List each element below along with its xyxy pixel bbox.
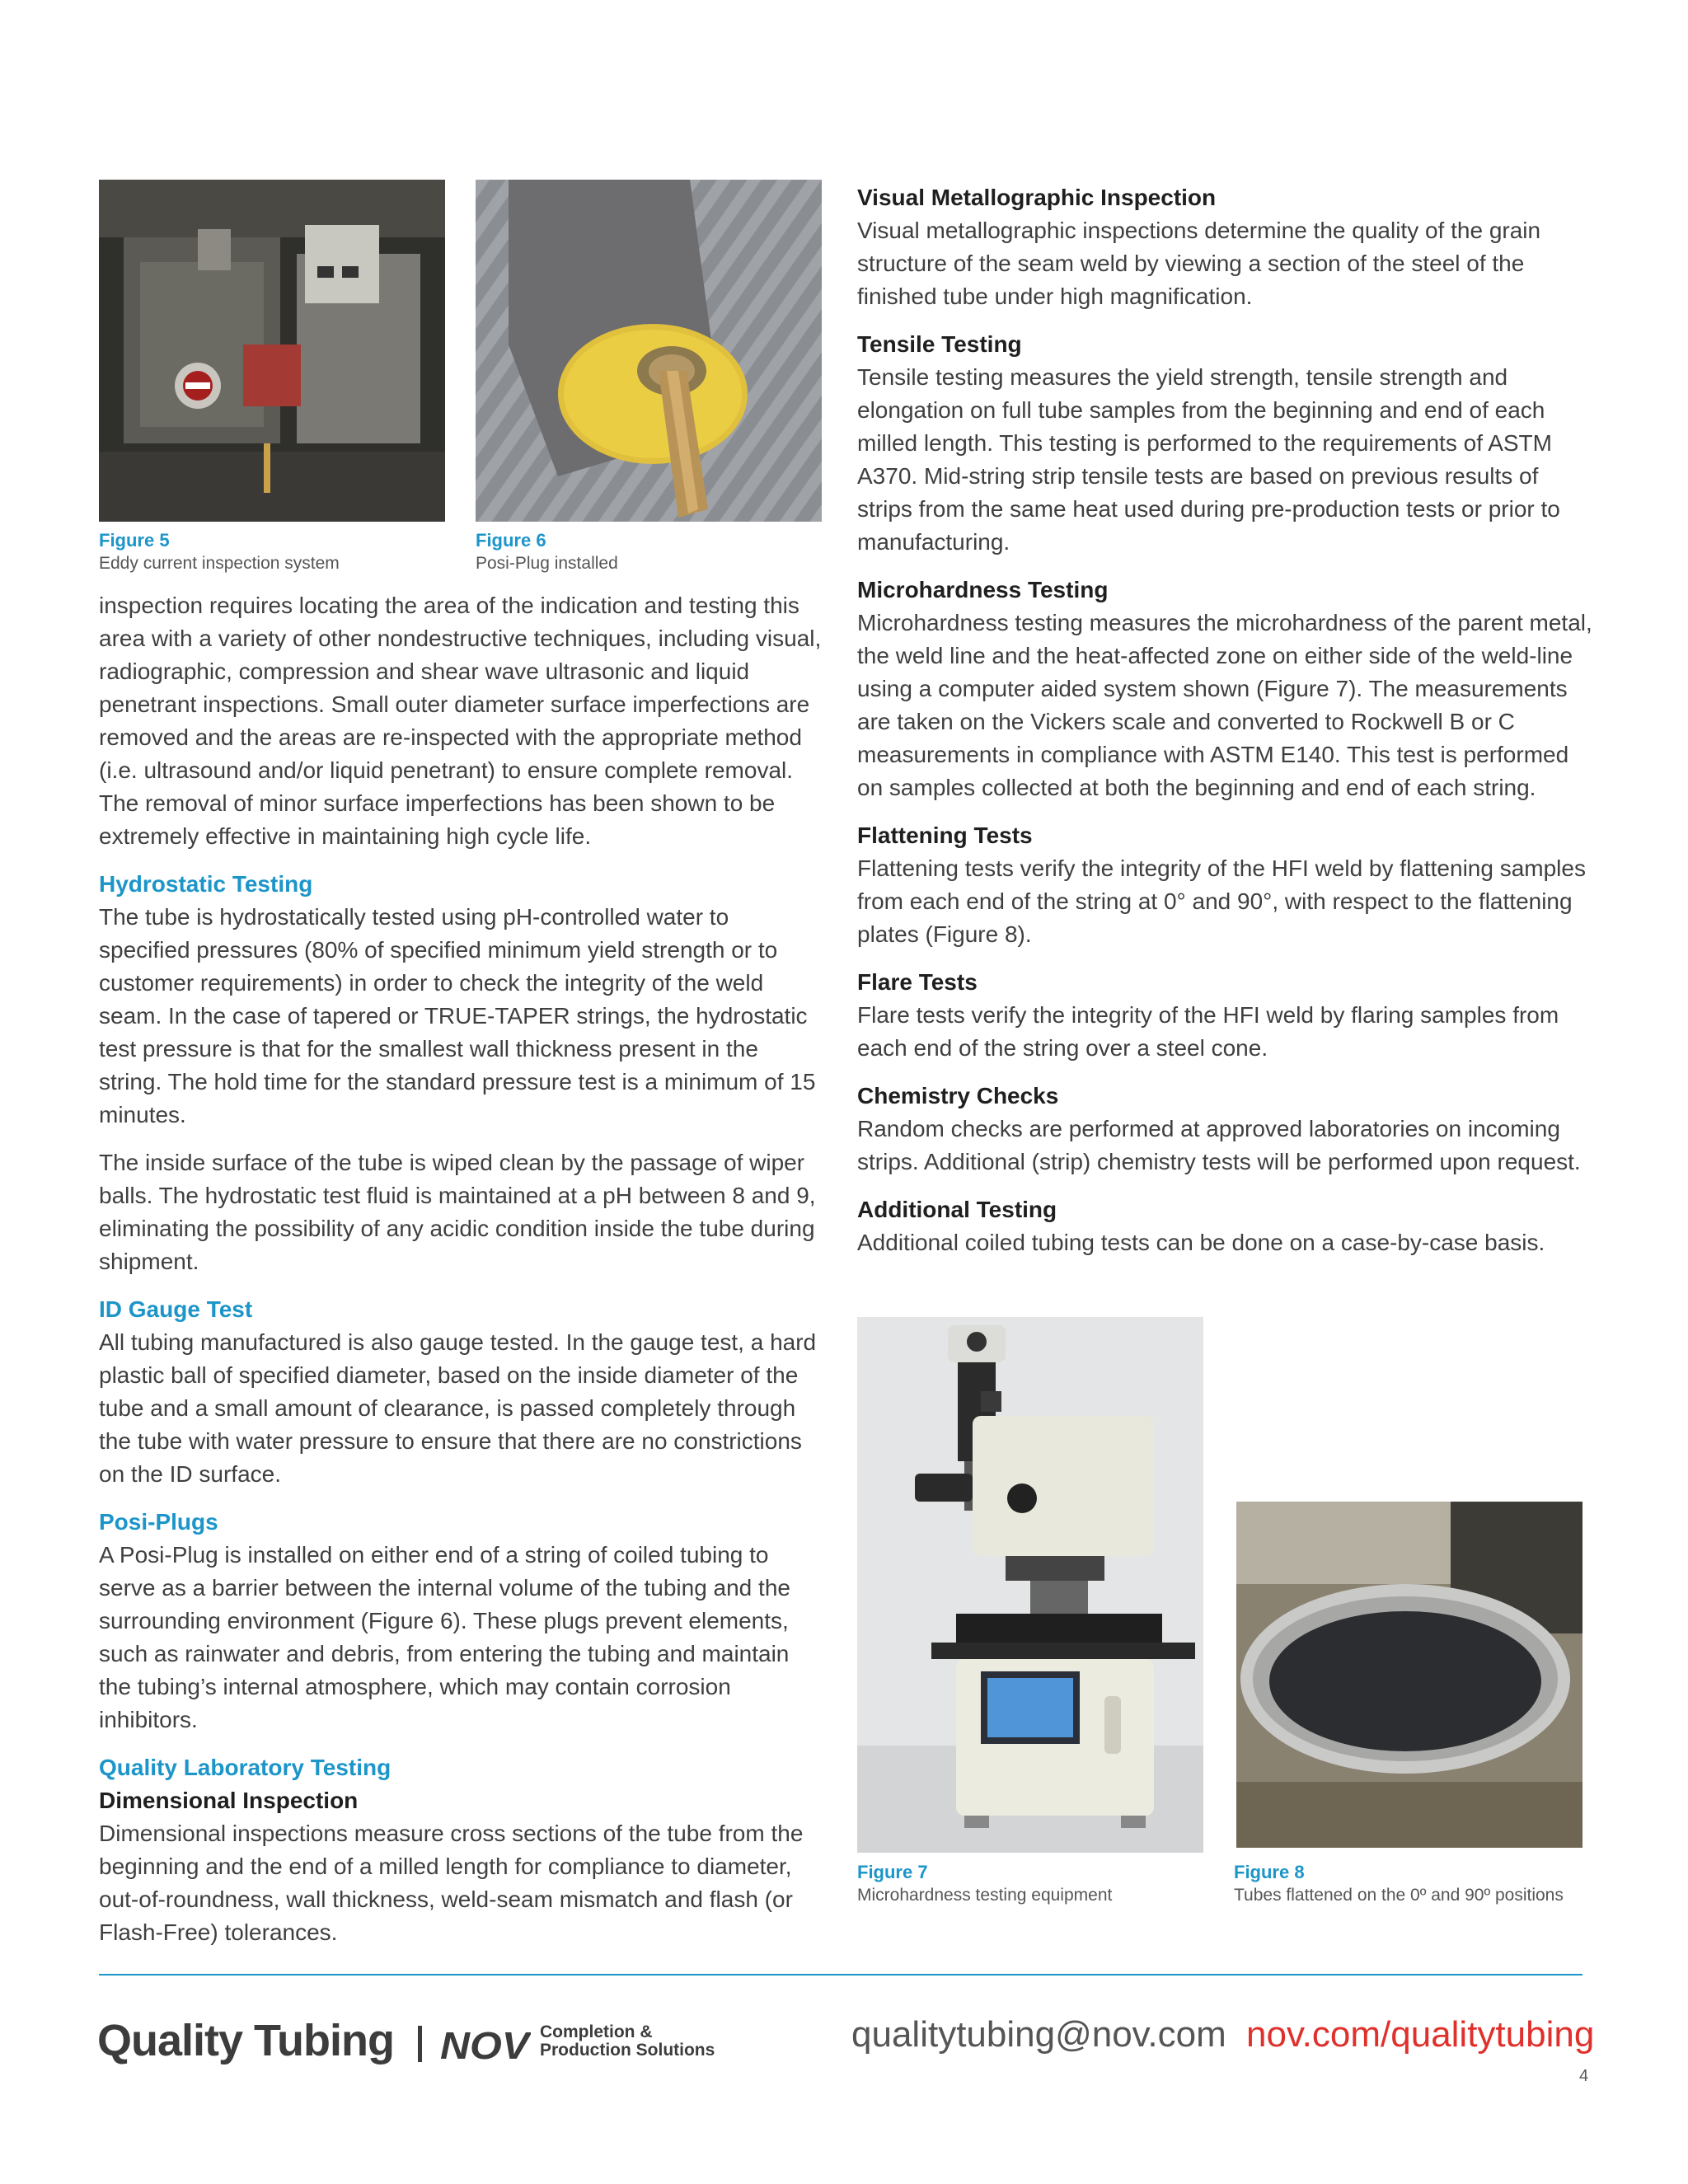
chemistry-checks-heading: Chemistry Checks: [857, 1083, 1059, 1108]
website-link[interactable]: nov.com/qualitytubing: [1246, 2014, 1595, 2055]
hydrostatic-paragraph-2: The inside surface of the tube is wiped clean by the passage of wiper balls. The hydrostatic test fluid is maintained at a pH between 8 and 9, eliminating the possibility of any acidic condition inside the tube during shipment.: [99, 1150, 816, 1274]
nov-logo: [438, 2026, 531, 2066]
division-name: [540, 2023, 715, 2060]
dimensional-inspection-heading: Dimensional Inspection: [99, 1788, 359, 1813]
division-line-1: Completion &: [540, 2022, 653, 2041]
figure-6-photo: [476, 180, 822, 522]
intro-paragraph: inspection requires locating the area of the indication and testing this area with a variety of other nondestructive techniques, including visual, radiographic, compression and shear wave ultrasonic and liquid penetrant inspections. Small outer diameter surface imperfections are removed and the areas are re-inspected with the appropriate method (i.e. ultrasound and/or liquid penetrant) to ensure complete removal. The removal of minor surface imperfections has been shown to be extremely effective in maintaining high cycle life.: [99, 593, 822, 849]
tensile-testing-heading: Tensile Testing: [857, 331, 1022, 357]
posi-plugs-paragraph: A Posi-Plug is installed on either end of a string of coiled tubing to serve as a barrier between the internal volume of the tubing and the surrounding environment (Figure 6). These plugs prevent elements, such as rainwater and debris, from entering the tubing and maintain the tubing’s internal atmosphere, which may contain corrosion inhibitors.: [99, 1542, 790, 1732]
flare-tests-heading: Flare Tests: [857, 969, 978, 995]
right-column: [857, 181, 1599, 1274]
figure-8-caption: Tubes flattened on the 0º and 90º positions: [1234, 1886, 1564, 1905]
dimensional-inspection-paragraph: Dimensional inspections measure cross sections of the tube from the beginning and the end of a milled length for compliance to diameter, out-of-roundness, wall thickness, weld-seam mismatch and flash (or Flash-Free) tolerances.: [99, 1821, 804, 1945]
footer-divider: [99, 1974, 1582, 1975]
logo-separator: [418, 2026, 422, 2062]
figure-5-label: Figure 5: [99, 530, 170, 551]
tensile-testing-paragraph: Tensile testing measures the yield strength, tensile strength and elongation on full tube samples from the beginning and end of each milled length. This testing is performed to the requirements of ASTM A370. Mid-string strip tensile tests are based on previous results of strips from the same heat used during pre-production tests or prior to manufacturing.: [857, 364, 1560, 555]
visual-metallographic-heading: Visual Metallographic Inspection: [857, 185, 1217, 210]
left-column: [99, 589, 824, 1964]
hydrostatic-testing-heading: Hydrostatic Testing: [99, 871, 313, 897]
figure-7-photo: [857, 1317, 1203, 1853]
flattening-tests-paragraph: Flattening tests verify the integrity of the HFI weld by flattening samples from each end of the string at 0° and 90°, with respect to the flattening plates (Figure 8).: [857, 855, 1586, 947]
figure-8-photo: [1236, 1502, 1582, 1848]
division-line-2: Production Solutions: [540, 2041, 715, 2060]
figure-6-caption: Posi-Plug installed: [476, 554, 618, 573]
figure-5-caption: Eddy current inspection system: [99, 554, 340, 573]
quality-tubing-logo: Quality Tubing: [97, 2016, 394, 2065]
flattening-tests-heading: Flattening Tests: [857, 823, 1033, 848]
page-number: 4: [1579, 2067, 1589, 2085]
hydrostatic-paragraph-1: The tube is hydrostatically tested using pH-controlled water to specified pressures (80% of specified minimum yield strength or to customer requirements) in order to check the integrity of the weld seam. In the case of tapered or TRUE-TAPER strings, the hydrostatic test pressure is that for the smallest wall thickness present in the string. The hold time for the standard pressure test is a minimum of 15 minutes.: [99, 904, 816, 1127]
nov-logo-text: NOV: [440, 2026, 531, 2062]
figure-7-label: Figure 7: [857, 1862, 928, 1882]
id-gauge-test-heading: ID Gauge Test: [99, 1296, 253, 1322]
visual-metallographic-paragraph: Visual metallographic inspections determine the quality of the grain structure of the seam weld by viewing a section of the steel of the finished tube under high magnification.: [857, 218, 1541, 309]
flare-tests-paragraph: Flare tests verify the integrity of the HFI weld by flaring samples from each end of the string over a steel cone.: [857, 1002, 1559, 1061]
posi-plugs-heading: Posi-Plugs: [99, 1509, 218, 1535]
figure-7-caption: Microhardness testing equipment: [857, 1886, 1113, 1905]
figure-8-label: Figure 8: [1234, 1862, 1305, 1882]
figure-6-label: Figure 6: [476, 530, 546, 551]
id-gauge-paragraph: All tubing manufactured is also gauge tested. In the gauge test, a hard plastic ball of specified diameter, based on the inside diameter of the tube and a small amount of clearance, is passed completely through the tube with water pressure to ensure that there are no constrictions on the ID surface.: [99, 1329, 817, 1487]
figure-5-photo: [99, 180, 445, 522]
email-link[interactable]: qualitytubing@nov.com: [851, 2014, 1226, 2055]
chemistry-checks-paragraph: Random checks are performed at approved laboratories on incoming strips. Additional (strip) chemistry tests will be performed upon request.: [857, 1116, 1581, 1174]
quality-lab-testing-heading: Quality Laboratory Testing: [99, 1755, 392, 1780]
microhardness-testing-paragraph: Microhardness testing measures the microhardness of the parent metal, the weld line and the heat-affected zone on either side of the weld-line using a computer aided system shown (Figure 7). The measurements are taken on the Vickers scale and converted to Rockwell B or C measurements in compliance with ASTM E140. This test is performed on samples collected at both the beginning and end of each string.: [857, 610, 1592, 800]
additional-testing-heading: Additional Testing: [857, 1197, 1057, 1222]
additional-testing-paragraph: Additional coiled tubing tests can be done on a case-by-case basis.: [857, 1230, 1545, 1255]
microhardness-testing-heading: Microhardness Testing: [857, 577, 1109, 602]
